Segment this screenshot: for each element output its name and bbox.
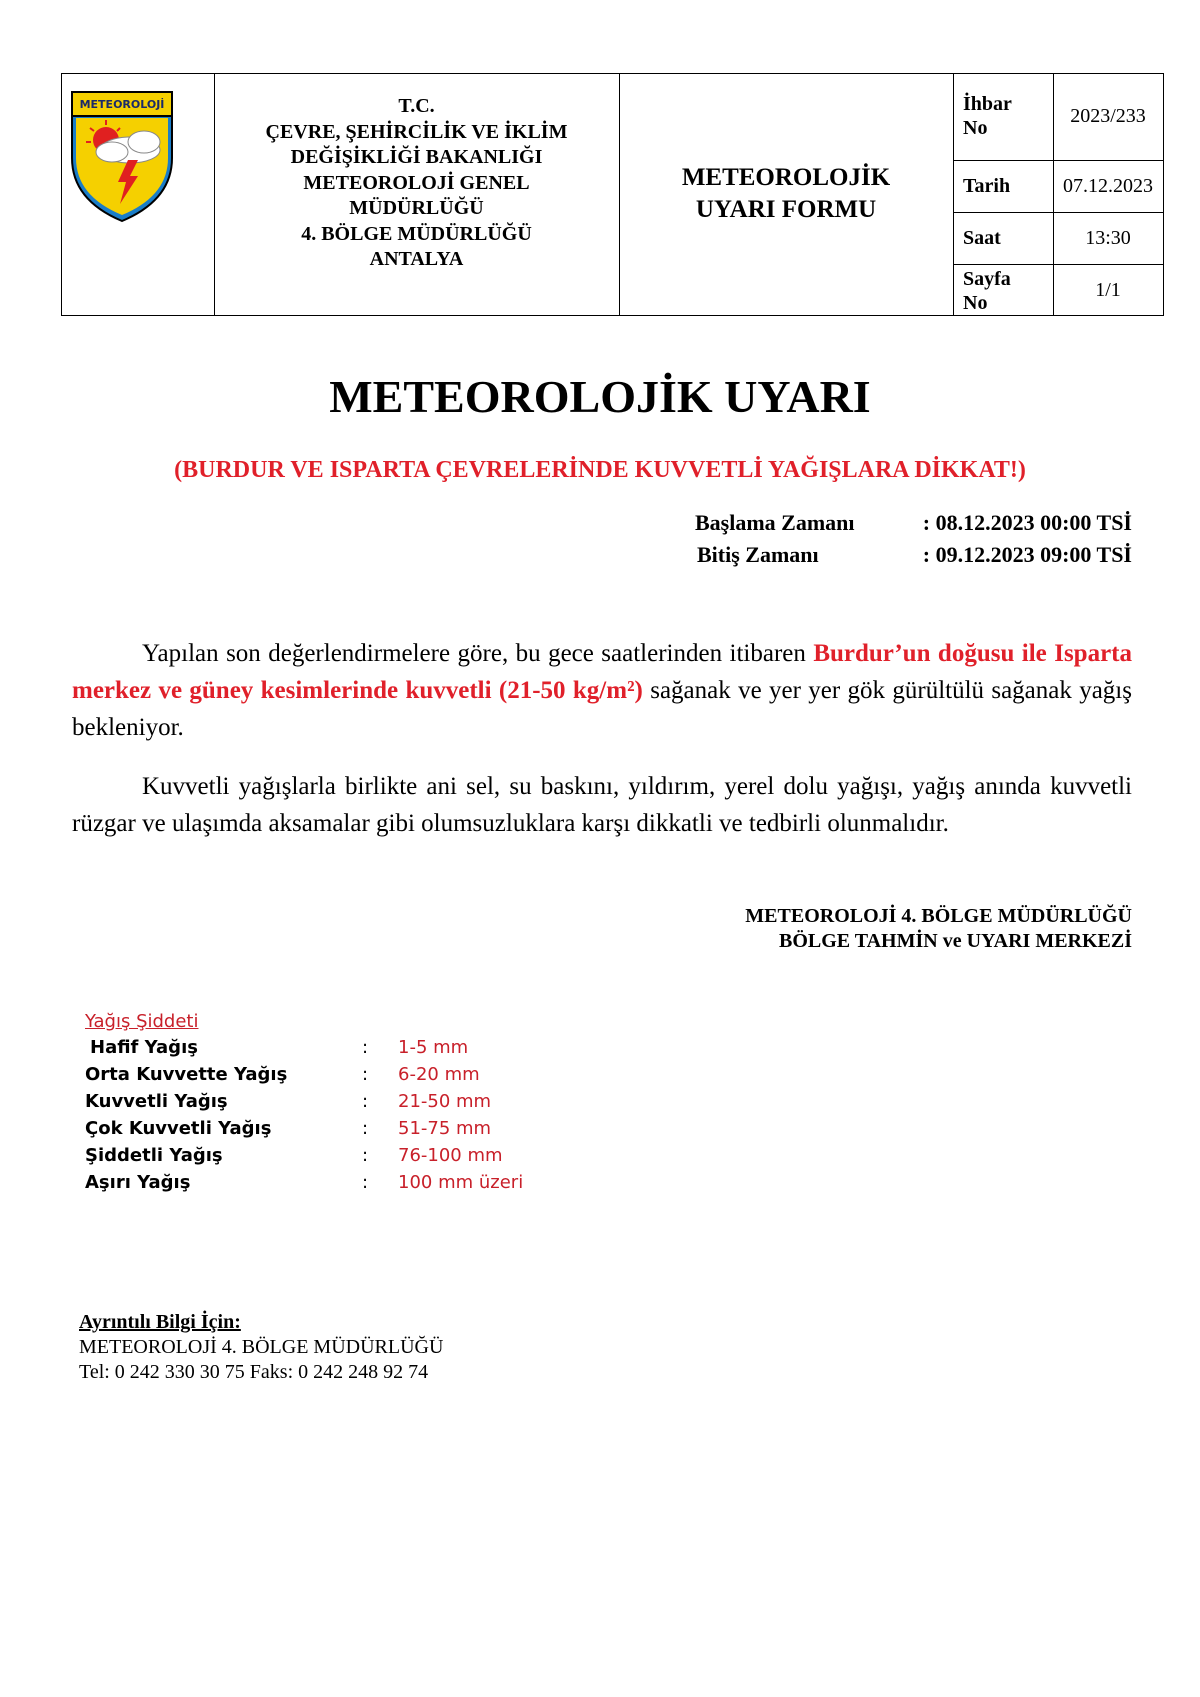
org-line: 4. BÖLGE MÜDÜRLÜĞÜ bbox=[301, 222, 532, 245]
scale-row bbox=[85, 1034, 469, 1061]
label-line: No bbox=[963, 117, 988, 139]
end-time-value: : 09.12.2023 09:00 TSİ bbox=[922, 542, 1132, 567]
scale-row bbox=[85, 1115, 492, 1142]
scale-name: Kuvvetli Yağış bbox=[85, 1091, 228, 1112]
warning-subtitle: (BURDUR VE ISPARTA ÇEVRELERİNDE KUVVETLİ YAĞIŞLARA DİKKAT!) bbox=[174, 457, 1026, 483]
sayfa-label bbox=[953, 267, 1053, 315]
scale-name: Aşırı Yağış bbox=[85, 1172, 191, 1193]
scale-range: 51-75 mm bbox=[398, 1118, 492, 1139]
org-line: T.C. bbox=[398, 95, 435, 117]
tarih-value: 07.12.2023 bbox=[1063, 175, 1153, 197]
label-line: İhbar bbox=[963, 93, 1012, 115]
table-divider bbox=[953, 264, 1163, 265]
contact-block bbox=[79, 1310, 443, 1385]
sayfa-value: 1/1 bbox=[1095, 279, 1121, 301]
logo-text: METEOROLOJİ bbox=[79, 98, 165, 111]
signature-line: METEOROLOJİ 4. BÖLGE MÜDÜRLÜĞÜ bbox=[745, 905, 1132, 927]
contact-phone: Tel: 0 242 330 30 75 Faks: 0 242 248 92 74 bbox=[79, 1361, 429, 1383]
form-title bbox=[619, 162, 953, 226]
form-title-line: UYARI FORMU bbox=[695, 196, 877, 223]
scale-name: Şiddetli Yağış bbox=[85, 1145, 223, 1166]
page-title: METEOROLOJİK UYARI bbox=[329, 371, 871, 422]
scale-range: 100 mm üzeri bbox=[398, 1172, 524, 1193]
scale-colon: : bbox=[362, 1118, 369, 1139]
scale-colon: : bbox=[362, 1145, 369, 1166]
contact-title: Ayrıntılı Bilgi İçin: bbox=[79, 1311, 241, 1333]
scale-colon: : bbox=[362, 1172, 369, 1193]
scale-row bbox=[85, 1142, 503, 1169]
scale-colon: : bbox=[362, 1091, 369, 1112]
org-line: ÇEVRE, ŞEHİRCİLİK VE İKLİM bbox=[265, 120, 568, 143]
paragraph-text: Yapılan son değerlendirmelere göre, bu gece saatlerinden itibaren bbox=[142, 640, 814, 667]
ihbar-value: 2023/233 bbox=[1070, 105, 1146, 127]
warning-paragraph bbox=[72, 635, 1132, 746]
table-divider bbox=[953, 160, 1163, 161]
org-line: METEOROLOJİ GENEL bbox=[303, 171, 530, 194]
saat-value: 13:30 bbox=[1085, 227, 1131, 249]
tarih-label: Tarih bbox=[963, 175, 1011, 197]
scale-row bbox=[85, 1169, 524, 1196]
ihbar-label bbox=[953, 92, 1053, 140]
scale-name: Orta Kuvvette Yağış bbox=[85, 1064, 288, 1085]
org-line: DEĞİŞİKLİĞİ BAKANLIĞI bbox=[290, 146, 543, 168]
start-time-value: : 08.12.2023 00:00 TSİ bbox=[922, 510, 1132, 535]
scale-range: 6-20 mm bbox=[398, 1064, 480, 1085]
scale-row bbox=[85, 1061, 480, 1088]
scale-colon: : bbox=[362, 1064, 369, 1085]
advice-paragraph: Kuvvetli yağışlarla birlikte ani sel, su baskını, yıldırım, yerel dolu yağışı, yağış anında kuvvetli rüzgar ve ulaşımda aksamalar gibi olumsuzluklara karşı dikkatli ve tedbirli olunmalıdır. bbox=[72, 773, 1132, 837]
scale-name: Hafif Yağış bbox=[90, 1037, 198, 1058]
org-line: MÜDÜRLÜĞÜ bbox=[349, 197, 484, 219]
scale-name: Çok Kuvvetli Yağış bbox=[85, 1118, 272, 1139]
rain-intensity-scale bbox=[85, 1010, 524, 1196]
label-line: Sayfa bbox=[963, 268, 1011, 290]
form-title-line: METEOROLOJİK bbox=[681, 164, 891, 191]
end-time-label: Bitiş Zamanı bbox=[697, 542, 819, 567]
label-line: No bbox=[963, 292, 988, 314]
saat-label: Saat bbox=[963, 227, 1001, 249]
paragraph-text: sağanak ve yer yer gök gürültülü sağanak yağış bekleniyor. bbox=[72, 677, 1132, 741]
scale-range: 21-50 mm bbox=[398, 1091, 492, 1112]
scale-range: 1-5 mm bbox=[398, 1037, 469, 1058]
scale-title: Yağış Şiddeti bbox=[85, 1011, 199, 1032]
contact-office: METEOROLOJİ 4. BÖLGE MÜDÜRLÜĞÜ bbox=[79, 1336, 444, 1358]
signature-line: BÖLGE TAHMİN ve UYARI MERKEZİ bbox=[778, 930, 1132, 952]
time-labels bbox=[695, 507, 855, 571]
scale-range: 76-100 mm bbox=[398, 1145, 503, 1166]
scale-row bbox=[85, 1088, 492, 1115]
scale-colon: : bbox=[362, 1037, 369, 1058]
time-values bbox=[923, 507, 1132, 571]
org-line: ANTALYA bbox=[369, 248, 464, 270]
table-divider bbox=[953, 212, 1163, 213]
organization-name bbox=[214, 94, 619, 273]
header-table bbox=[61, 73, 1164, 316]
highlighted-area-text: Burdur’un doğusu ile Isparta merkez ve güney kesimlerinde kuvvetli (21-50 kg/m²) bbox=[72, 640, 1133, 704]
signature-block bbox=[745, 904, 1132, 954]
start-time-label: Başlama Zamanı bbox=[695, 510, 855, 535]
